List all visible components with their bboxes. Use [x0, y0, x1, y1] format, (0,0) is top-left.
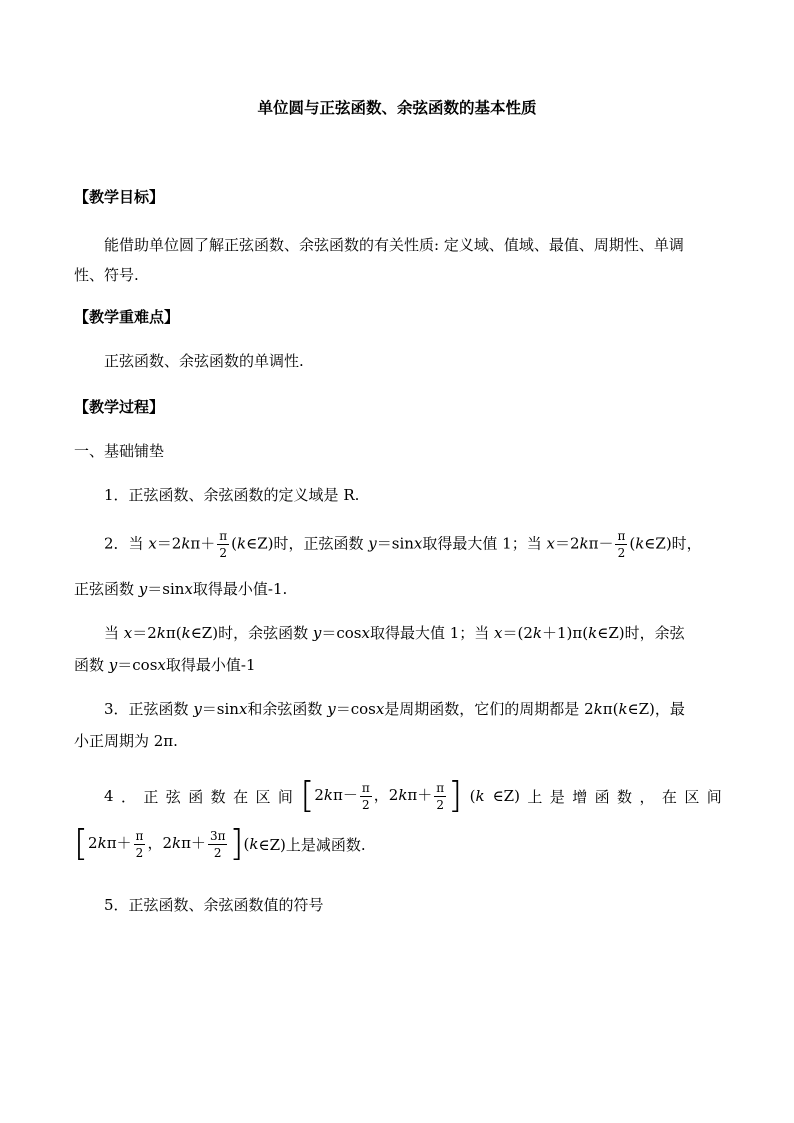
text: ( — [469, 787, 476, 805]
text: π－ — [588, 534, 614, 553]
var-x: x — [123, 624, 133, 642]
goals-line2: 性、符号. — [74, 266, 139, 284]
text: 2．当 — [104, 534, 149, 553]
item-2-line2 — [74, 578, 722, 599]
text: π－ — [333, 786, 358, 804]
var-y: y — [138, 580, 148, 598]
var-x: x — [546, 534, 555, 553]
var-x: x — [238, 700, 248, 718]
text: ∈Z)上是减函数. — [258, 835, 366, 854]
fraction — [434, 782, 446, 811]
var-y: y — [108, 656, 118, 674]
var-k: k — [588, 624, 598, 642]
text: 2 — [88, 834, 98, 852]
fraction — [134, 830, 146, 859]
denominator: 2 — [362, 797, 370, 812]
k-in-z — [470, 787, 520, 805]
text: ． — [120, 787, 136, 806]
interval-increasing — [300, 775, 463, 816]
var-k: k — [171, 834, 182, 852]
var-k: k — [635, 534, 645, 553]
part1-heading: 一、基础铺垫 — [74, 442, 165, 460]
process-heading: 【教学过程】 — [74, 398, 165, 416]
text: ( — [231, 534, 238, 553]
item-4-line2 — [74, 824, 722, 864]
item-1: 1．正弦函数、余弦函数的定义域是 R. — [104, 486, 360, 504]
text: ＝sin — [147, 580, 185, 598]
text: 3．正弦函数 — [104, 700, 194, 718]
var-k: k — [323, 786, 334, 804]
text: ＝sin — [376, 534, 414, 553]
denominator: 2 — [213, 845, 222, 860]
item-5: 5．正弦函数、余弦函数值的符号 — [104, 896, 324, 914]
text: π＋ — [106, 834, 132, 852]
text: 取得最小值-1 — [165, 656, 256, 674]
fraction — [615, 530, 627, 559]
var-x: x — [184, 580, 193, 598]
text: 取得最大值 1；当 — [422, 534, 547, 553]
denominator: 2 — [436, 797, 445, 812]
item-3-line2: 小正周期为 2π. — [74, 732, 178, 750]
var-k: k — [593, 700, 603, 718]
right-bracket: ] — [229, 823, 244, 864]
var-k: k — [618, 700, 628, 718]
text: ∈Z)，最 — [627, 700, 685, 718]
text: 数 — [210, 787, 226, 806]
item-4-line1 — [104, 776, 722, 816]
var-k: k — [97, 834, 107, 852]
text: 在 — [233, 787, 249, 806]
denominator: 2 — [219, 546, 228, 560]
var-x: x — [157, 656, 166, 674]
text: 区 — [255, 787, 271, 806]
var-k: k — [181, 624, 191, 642]
numerator: π — [135, 828, 144, 843]
text: ＝cos — [321, 624, 362, 642]
text: 函数 — [74, 656, 109, 674]
var-x: x — [361, 624, 370, 642]
item-3-line1 — [104, 698, 724, 719]
text: 在 — [661, 787, 677, 806]
goals-line1: 能借助单位圆了解正弦函数、余弦函数的有关性质: 定义域、值域、最值、周期性、单调 — [104, 236, 684, 254]
item-2b-line1 — [104, 622, 724, 643]
text: 弦 — [165, 787, 181, 806]
page-title: 单位圆与正弦函数、余弦函数的基本性质 — [257, 98, 537, 117]
numerator: π — [361, 780, 370, 795]
goals-paragraph — [74, 230, 722, 290]
key-text: 正弦函数、余弦函数的单调性. — [104, 352, 304, 370]
text: ∈Z)时，余弦函数 — [190, 624, 313, 642]
left-bracket: [ — [74, 823, 89, 864]
var-x: x — [413, 534, 423, 553]
text: ( — [243, 835, 250, 853]
text: ＝cos — [335, 700, 376, 718]
fraction — [208, 830, 228, 859]
text: ＝2 — [156, 534, 182, 553]
text: π＋ — [190, 534, 216, 553]
fraction — [360, 782, 372, 811]
text: π＋ — [181, 834, 206, 852]
var-y: y — [368, 534, 377, 553]
text: π＋ — [407, 786, 433, 804]
goals-heading: 【教学目标】 — [74, 188, 165, 206]
item-2b-line2 — [74, 654, 722, 675]
text: ＝cos — [117, 656, 158, 674]
key-heading: 【教学重难点】 — [74, 308, 180, 326]
var-x: x — [494, 624, 503, 642]
text: 和余弦函数 — [247, 700, 328, 718]
item-2-line1 — [104, 530, 724, 559]
text: 增 — [572, 787, 588, 806]
var-k: k — [579, 534, 589, 553]
text: 上 — [527, 787, 543, 806]
text: ， — [639, 787, 655, 806]
numerator: π — [219, 529, 228, 543]
text: π( — [602, 700, 619, 718]
left-bracket: [ — [300, 775, 315, 816]
text: ＝(2 — [502, 624, 533, 642]
text: 数 — [617, 787, 633, 806]
var-x: x — [148, 534, 157, 553]
var-k: k — [237, 534, 247, 553]
text: 正弦函数 — [74, 580, 139, 598]
var-k: k — [249, 835, 259, 853]
text: 当 — [104, 624, 124, 642]
text: 正 — [143, 787, 159, 806]
text: 取得最小值-1. — [192, 580, 288, 598]
text: 4 — [104, 787, 114, 805]
numerator: π — [617, 529, 626, 543]
text: ，2 — [373, 786, 399, 804]
text: ＝2 — [132, 624, 157, 642]
text: 函 — [594, 787, 610, 806]
text: ∈Z) — [492, 787, 520, 805]
var-y: y — [193, 700, 202, 718]
text: 2 — [314, 786, 324, 804]
var-k: k — [475, 787, 485, 805]
text: 是 — [549, 787, 565, 806]
numerator: π — [436, 780, 445, 795]
text: 是周期函数，它们的周期都是 2 — [384, 700, 594, 718]
text: ∈Z)时，余弦 — [597, 624, 685, 642]
right-bracket: ] — [448, 775, 463, 816]
var-x: x — [375, 700, 385, 718]
text: ，2 — [147, 834, 172, 852]
denominator: 2 — [617, 546, 626, 560]
text: 区 — [684, 787, 700, 806]
text: ∈Z)时，正弦函数 — [246, 534, 369, 553]
var-k: k — [398, 786, 408, 804]
text: ( — [629, 534, 636, 553]
interval-decreasing — [74, 823, 244, 864]
var-k: k — [181, 534, 191, 553]
numerator: 3π — [209, 828, 226, 843]
text: 取得最大值 1；当 — [369, 624, 495, 642]
text: ＝2 — [554, 534, 580, 553]
fraction — [217, 530, 229, 559]
text: 函 — [188, 787, 204, 806]
text: 间 — [706, 787, 722, 806]
text: π( — [165, 624, 182, 642]
var-k: k — [156, 624, 166, 642]
text: ∈Z)时， — [644, 534, 702, 553]
var-k: k — [532, 624, 543, 642]
text: 间 — [277, 787, 293, 806]
text: ＝sin — [201, 700, 239, 718]
var-y: y — [327, 700, 336, 718]
var-y: y — [312, 624, 322, 642]
denominator: 2 — [135, 845, 144, 860]
text: ＋1)π( — [542, 624, 589, 642]
